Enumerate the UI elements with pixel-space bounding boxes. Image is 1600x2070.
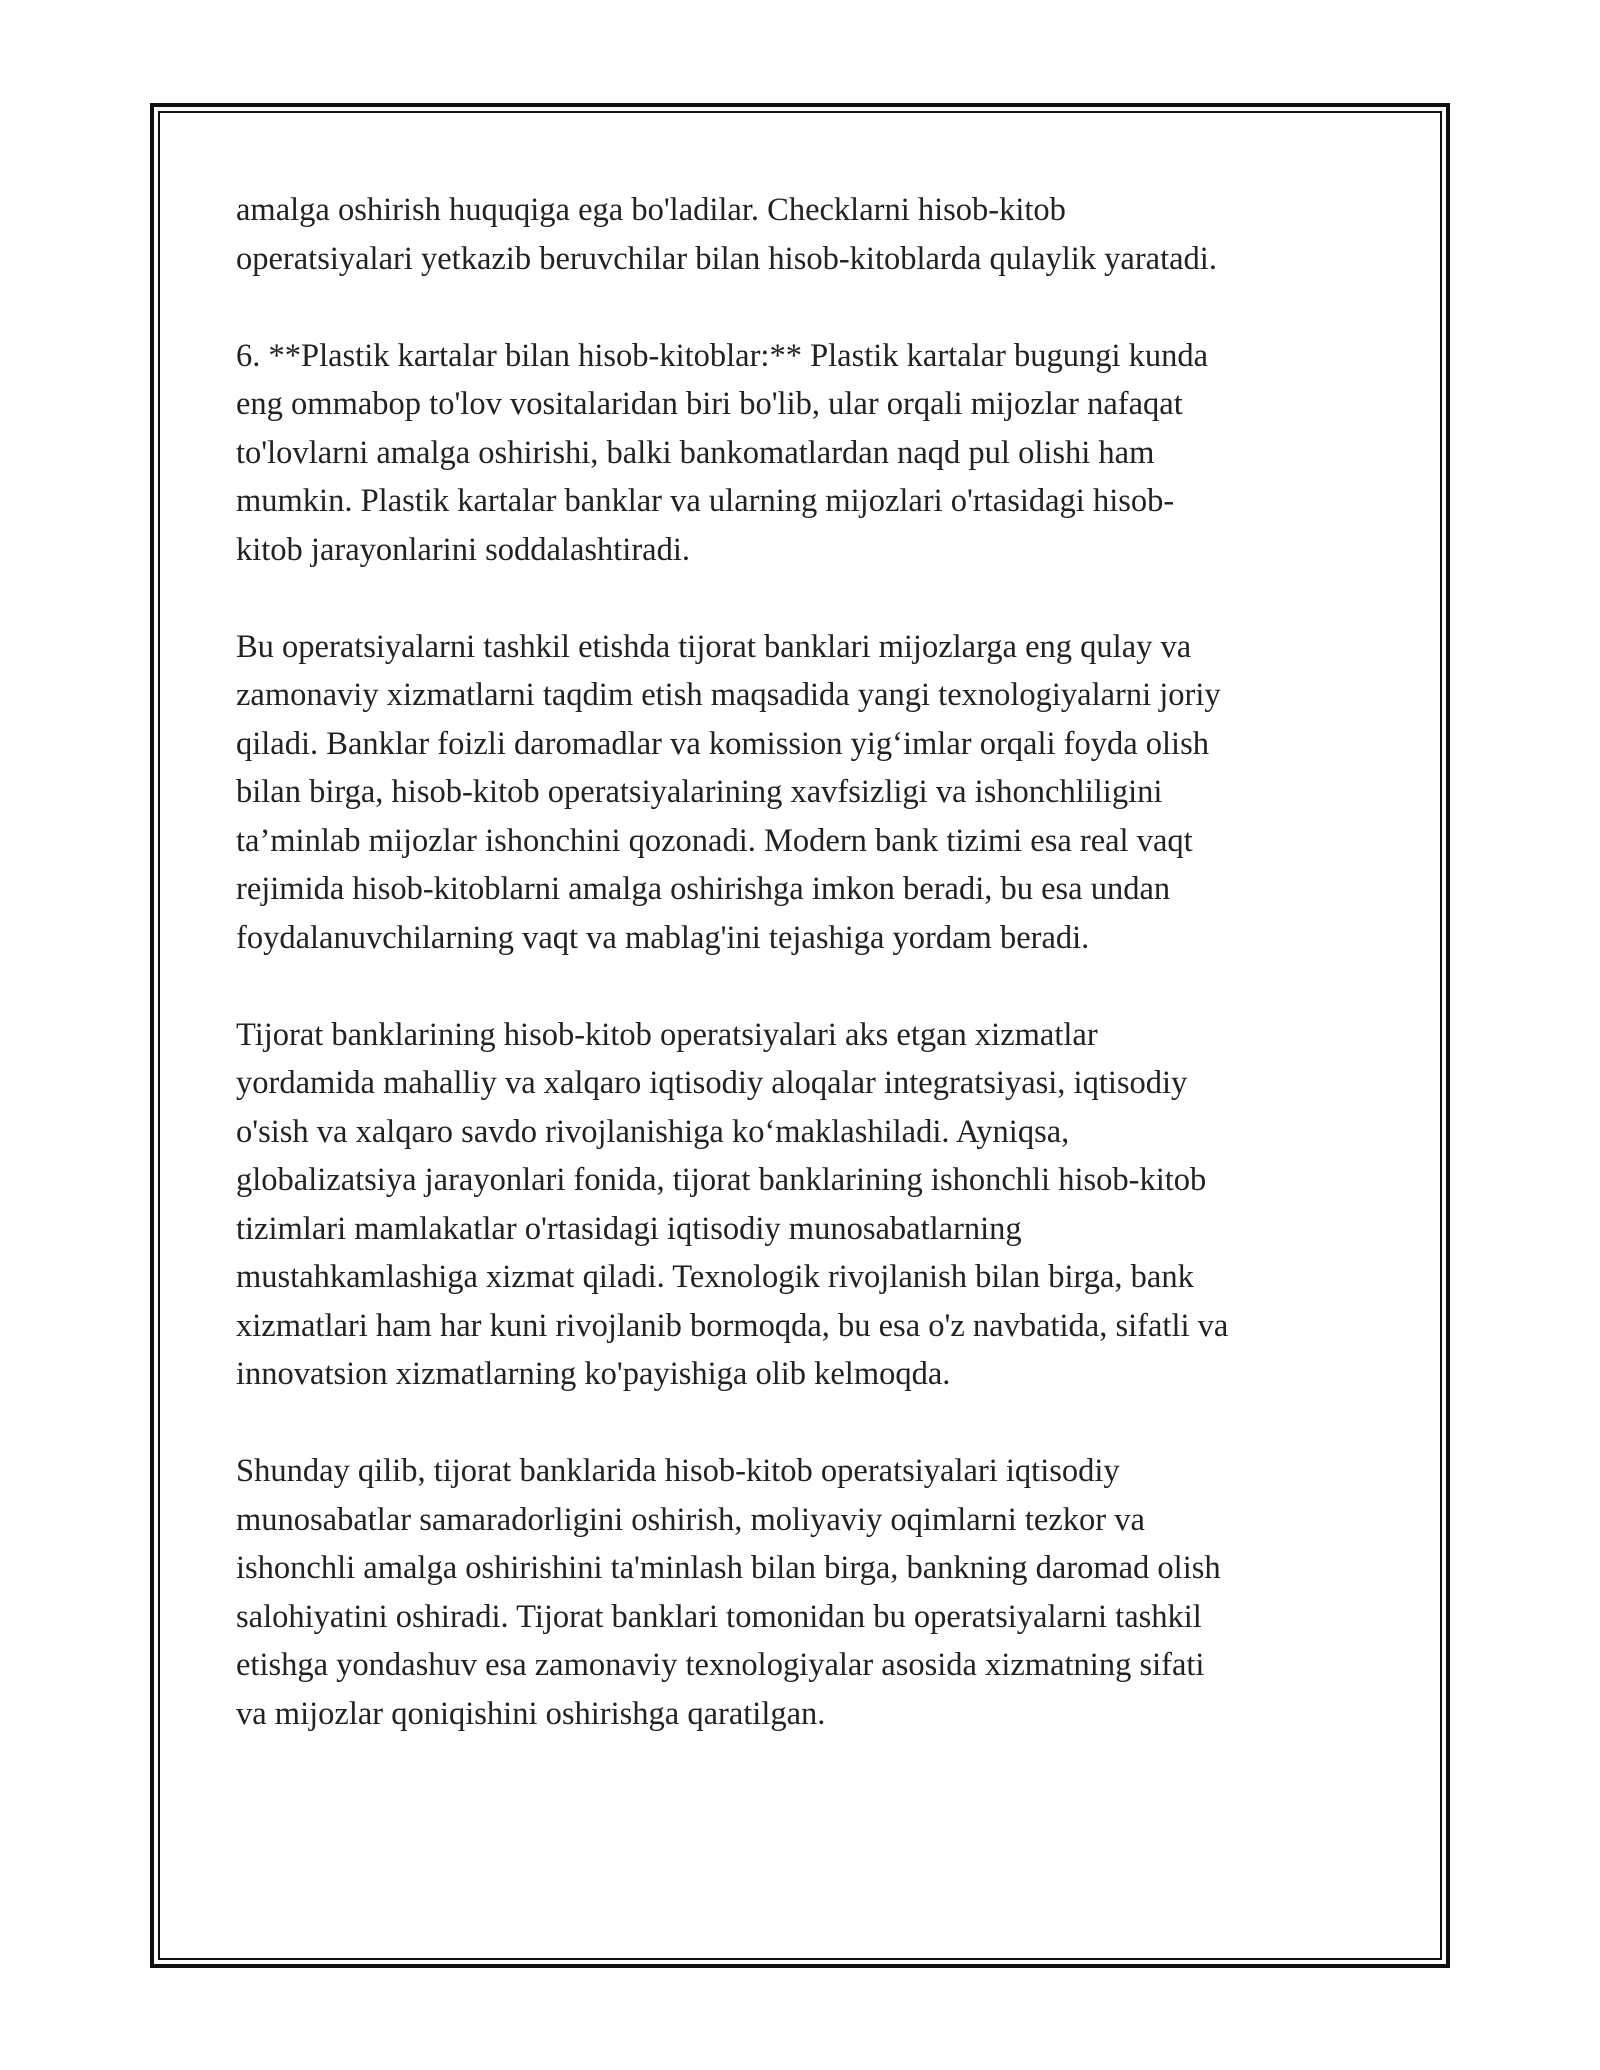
paragraph-checks-continuation: [236, 186, 1356, 283]
text-line: to'lovlarni amalga oshirishi, balki bankomatlardan naqd pul olishi ham: [236, 434, 1155, 471]
text-line: Bu operatsiyalarni tashkil etishda tijorat banklari mijozlarga eng qulay va: [236, 628, 1192, 665]
text-line: eng ommabop to'lov vositalaridan biri bo'lib, ular orqali mijozlar nafaqat: [236, 386, 1183, 422]
text-line: bilan birga, hisob-kitob operatsiyalarining xavfsizligi va ishonchliligini: [236, 774, 1163, 810]
text-line: yordamida mahalliy va xalqaro iqtisodiy aloqalar integratsiyasi, iqtisodiy: [236, 1065, 1188, 1101]
text-line: xizmatlari ham har kuni rivojlanib bormoqda, bu esa o'z navbatida, sifatli va: [236, 1307, 1229, 1344]
text-line: etishga yondashuv esa zamonaviy texnologiyalar asosida xizmatning sifati: [236, 1647, 1205, 1683]
text-line: mumkin. Plastik kartalar banklar va ularning mijozlari o'rtasidagi hisob-: [236, 483, 1175, 519]
text-line: Tijorat banklarining hisob-kitob operatsiyalari aks etgan xizmatlar: [236, 1016, 1098, 1053]
text-line: kitob jarayonlarini soddalashtiradi.: [236, 531, 690, 568]
paragraph-organization: [236, 623, 1356, 963]
text-line: globalizatsiya jarayonlari fonida, tijorat banklarining ishonchli hisob-kitob: [236, 1162, 1207, 1198]
text-line: ta’minlab mijozlar ishonchini qozonadi. Modern bank tizimi esa real vaqt: [236, 822, 1193, 859]
text-line: o'sish va xalqaro savdo rivojlanishiga ko‘maklashiladi. Ayniqsa,: [236, 1113, 1070, 1150]
text-line: innovatsion xizmatlarning ko'payishiga olib kelmoqda.: [236, 1356, 951, 1392]
text-line: ishonchli amalga oshirishini ta'minlash bilan birga, bankning daromad olish: [236, 1550, 1221, 1586]
paragraph-conclusion: [236, 1447, 1356, 1738]
text-line: rejimida hisob-kitoblarni amalga oshirishga imkon beradi, bu esa undan: [236, 871, 1171, 907]
paragraph-plastic-cards: [236, 332, 1356, 575]
paragraph-integration: [236, 1011, 1356, 1399]
text-line: amalga oshirish huquqiga ega bo'ladilar. Checklarni hisob-kitob: [236, 192, 1066, 228]
text-line: mustahkamlashiga xizmat qiladi. Texnologik rivojlanish bilan birga, bank: [236, 1259, 1194, 1295]
text-line: foydalanuvchilarning vaqt va mablag'ini tejashiga yordam beradi.: [236, 919, 1090, 956]
text-line: Shunday qilib, tijorat banklarida hisob-kitob operatsiyalari iqtisodiy: [236, 1453, 1120, 1489]
text-line: qiladi. Banklar foizli daromadlar va komission yig‘imlar orqali foyda olish: [236, 725, 1209, 762]
text-line: operatsiyalari yetkazib beruvchilar bilan hisob-kitoblarda qulaylik yaratadi.: [236, 240, 1217, 277]
document-body: [236, 186, 1356, 1787]
text-line: munosabatlar samaradorligini oshirish, moliyaviy oqimlarni tezkor va: [236, 1501, 1145, 1538]
text-line: zamonaviy xizmatlarni taqdim etish maqsadida yangi texnologiyalarni joriy: [236, 677, 1221, 713]
text-line: salohiyatini oshiradi. Tijorat banklari tomonidan bu operatsiyalarni tashkil: [236, 1598, 1202, 1635]
text-line: 6. **Plastik kartalar bilan hisob-kitoblar:** Plastik kartalar bugungi kunda: [236, 337, 1209, 374]
text-line: tizimlari mamlakatlar o'rtasidagi iqtisodiy munosabatlarning: [236, 1210, 1022, 1247]
text-line: va mijozlar qoniqishini oshirishga qaratilgan.: [236, 1695, 826, 1732]
